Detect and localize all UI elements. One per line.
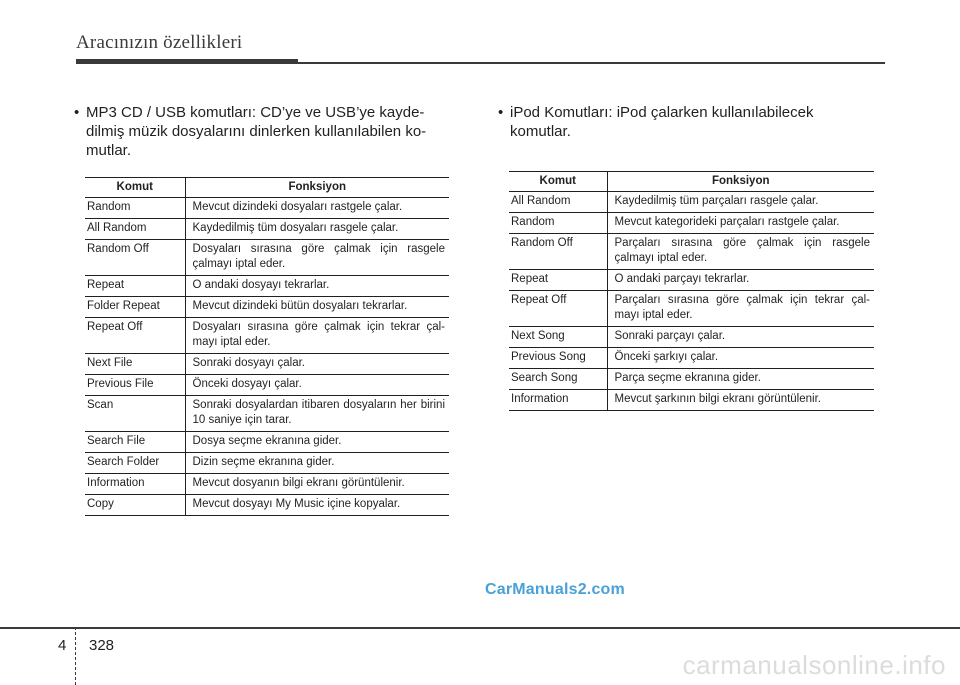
command-cell: Previous Song bbox=[509, 348, 607, 369]
command-cell: Folder Repeat bbox=[85, 297, 185, 318]
table-row bbox=[85, 219, 449, 240]
command-cell: Copy bbox=[85, 495, 185, 516]
table-row bbox=[85, 474, 449, 495]
command-cell: Repeat Off bbox=[85, 318, 185, 354]
table-row bbox=[85, 198, 449, 219]
command-cell: Random Off bbox=[509, 234, 607, 270]
function-cell: Dosyaları sırasına göre çalmak için rasgele çalmayı iptal eder. bbox=[185, 240, 449, 276]
column-header-command: Komut bbox=[85, 178, 185, 198]
table-row bbox=[509, 369, 874, 390]
command-cell: Repeat bbox=[85, 276, 185, 297]
site-credit-watermark: carmanualsonline.info bbox=[682, 650, 946, 680]
function-cell: Mevcut dizindeki dosyaları rastgele çalar. bbox=[185, 198, 449, 219]
table-row bbox=[85, 396, 449, 432]
command-cell: Next Song bbox=[509, 327, 607, 348]
function-cell: Mevcut dosyayı My Music içine kopyalar. bbox=[185, 495, 449, 516]
column-header-function: Fonksiyon bbox=[607, 172, 874, 192]
page-number: 328 bbox=[89, 637, 115, 654]
table-row bbox=[85, 453, 449, 474]
command-cell: Information bbox=[85, 474, 185, 495]
header-rule-thin bbox=[298, 62, 885, 64]
table-row bbox=[509, 291, 874, 327]
footer-rule bbox=[0, 627, 960, 629]
function-cell: Dosyaları sırasına göre çalmak için tekrar çal-mayı iptal eder. bbox=[185, 318, 449, 354]
command-cell: Random bbox=[509, 213, 607, 234]
function-cell: Önceki dosyayı çalar. bbox=[185, 375, 449, 396]
carmanuals-watermark[interactable]: CarManuals2.com bbox=[485, 581, 625, 598]
intro-text-line2: dilmiş müzik dosyalarını dinlerken kullanılabilen ko- bbox=[86, 123, 427, 140]
command-cell: Search File bbox=[85, 432, 185, 453]
table-row bbox=[509, 348, 874, 369]
table-row bbox=[85, 318, 449, 354]
command-cell: Random Off bbox=[85, 240, 185, 276]
column-header-command: Komut bbox=[509, 172, 607, 192]
column-header-function: Fonksiyon bbox=[185, 178, 449, 198]
mp3-usb-intro bbox=[74, 103, 462, 160]
table-row bbox=[85, 276, 449, 297]
function-cell: Önceki şarkıyı çalar. bbox=[607, 348, 874, 369]
function-cell: Sonraki dosyalardan itibaren dosyaların her birini 10 saniye için tarar. bbox=[185, 396, 449, 432]
footer-crop-mark bbox=[75, 627, 76, 685]
command-cell: Previous File bbox=[85, 375, 185, 396]
table-row bbox=[509, 390, 874, 411]
table-header-row bbox=[509, 172, 874, 192]
function-cell: Sonraki parçayı çalar. bbox=[607, 327, 874, 348]
page-header-title: Aracınızın özellikleri bbox=[76, 32, 243, 53]
bullet: • bbox=[74, 104, 80, 121]
header-rule-thick bbox=[76, 59, 298, 64]
function-cell: Dosya seçme ekranına gider. bbox=[185, 432, 449, 453]
intro-text-line1: iPod Komutları: iPod çalarken kullanılabilecek bbox=[510, 104, 814, 121]
intro-text-line1: MP3 CD / USB komutları: CD’ye ve USB’ye kayde- bbox=[86, 104, 425, 121]
table-row bbox=[85, 354, 449, 375]
function-cell: Kaydedilmiş tüm dosyaları rasgele çalar. bbox=[185, 219, 449, 240]
function-cell: Parçaları sırasına göre çalmak için rasgele çalmayı iptal eder. bbox=[607, 234, 874, 270]
function-cell: Sonraki dosyayı çalar. bbox=[185, 354, 449, 375]
table-row bbox=[85, 495, 449, 516]
table-row bbox=[509, 270, 874, 291]
command-cell: All Random bbox=[85, 219, 185, 240]
table-row bbox=[85, 240, 449, 276]
intro-text-line2: komutlar. bbox=[510, 123, 571, 140]
function-cell: Mevcut dosyanın bilgi ekranı görüntülenir. bbox=[185, 474, 449, 495]
function-cell: O andaki parçayı tekrarlar. bbox=[607, 270, 874, 291]
ipod-command-table bbox=[509, 171, 874, 411]
command-cell: Random bbox=[85, 198, 185, 219]
function-cell: Parçaları sırasına göre çalmak için tekrar çal-mayı iptal eder. bbox=[607, 291, 874, 327]
function-cell: Mevcut kategorideki parçaları rastgele çalar. bbox=[607, 213, 874, 234]
table-row bbox=[509, 327, 874, 348]
function-cell: Mevcut dizindeki bütün dosyaları tekrarlar. bbox=[185, 297, 449, 318]
command-cell: Next File bbox=[85, 354, 185, 375]
table-row bbox=[509, 234, 874, 270]
function-cell: Mevcut şarkının bilgi ekranı görüntülenir. bbox=[607, 390, 874, 411]
command-cell: All Random bbox=[509, 192, 607, 213]
table-row bbox=[85, 375, 449, 396]
ipod-intro bbox=[498, 103, 878, 141]
command-cell: Repeat bbox=[509, 270, 607, 291]
command-cell: Information bbox=[509, 390, 607, 411]
intro-text-line3: mutlar. bbox=[86, 142, 132, 159]
table-row bbox=[85, 432, 449, 453]
table-row bbox=[509, 192, 874, 213]
mp3-usb-command-table bbox=[85, 177, 449, 516]
function-cell: Kaydedilmiş tüm parçaları rasgele çalar. bbox=[607, 192, 874, 213]
table-header-row bbox=[85, 178, 449, 198]
function-cell: Dizin seçme ekranına gider. bbox=[185, 453, 449, 474]
function-cell: O andaki dosyayı tekrarlar. bbox=[185, 276, 449, 297]
command-cell: Scan bbox=[85, 396, 185, 432]
table-row bbox=[509, 213, 874, 234]
bullet: • bbox=[498, 104, 504, 121]
command-cell: Search Song bbox=[509, 369, 607, 390]
chapter-number: 4 bbox=[58, 637, 67, 654]
table-row bbox=[85, 297, 449, 318]
function-cell: Parça seçme ekranına gider. bbox=[607, 369, 874, 390]
command-cell: Search Folder bbox=[85, 453, 185, 474]
command-cell: Repeat Off bbox=[509, 291, 607, 327]
